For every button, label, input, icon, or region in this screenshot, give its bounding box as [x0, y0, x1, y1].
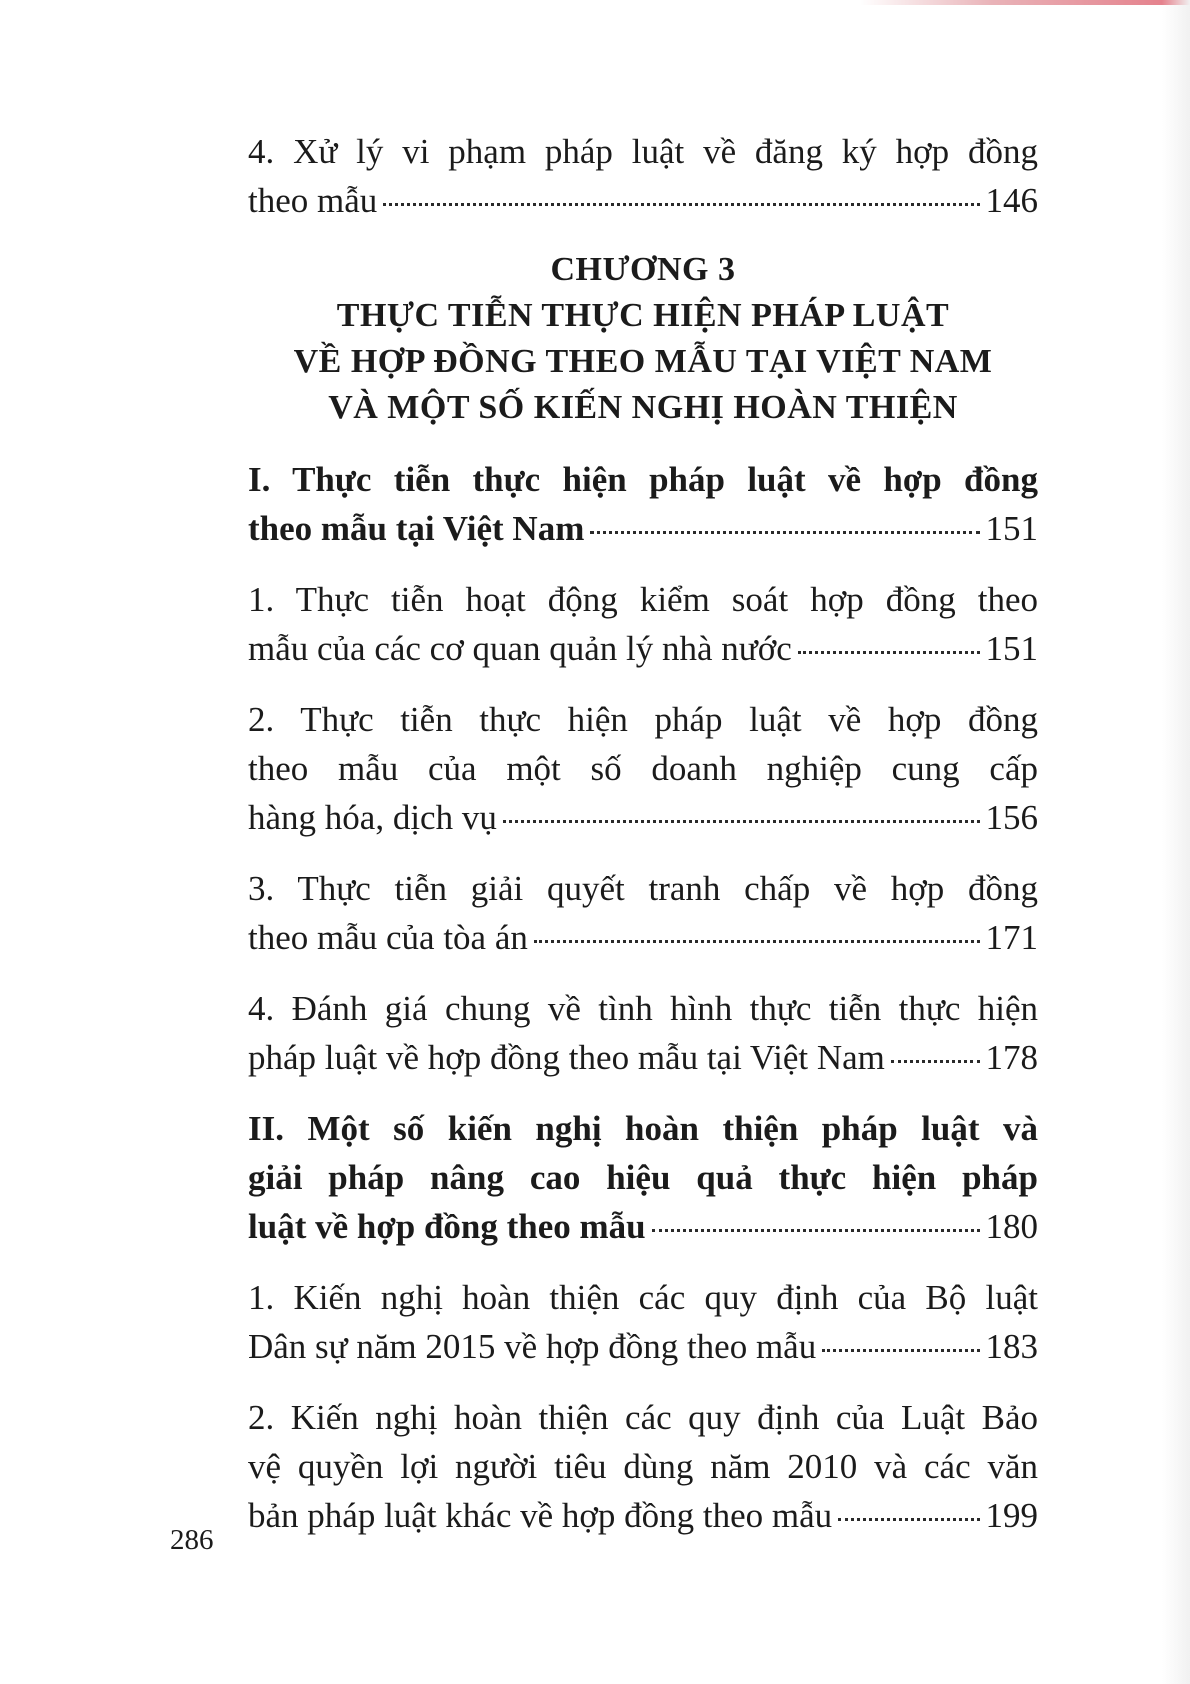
dot-leader	[383, 203, 979, 206]
toc-entry	[248, 695, 1038, 842]
chapter-heading	[248, 247, 1038, 431]
toc-entry-last-line	[248, 1033, 1038, 1082]
toc-entry-text: theo mẫu của tòa án	[248, 918, 528, 957]
table-of-contents	[248, 127, 1038, 1562]
toc-entry-last-line	[248, 176, 1038, 225]
page-edge-shadow	[1162, 0, 1190, 1684]
toc-entry-text: vệ quyền lợi người tiêu dùng năm 2010 và các văn	[248, 1447, 1038, 1486]
toc-page-number: 151	[985, 509, 1038, 548]
toc-entry-last-line	[248, 1491, 1038, 1540]
page-number: 286	[170, 1524, 214, 1556]
chapter-number: CHƯƠNG 3	[550, 251, 736, 288]
toc-entry-text: theo mẫu tại Việt Nam	[248, 509, 585, 548]
toc-page-number: 178	[985, 1038, 1038, 1077]
dot-leader	[652, 1229, 980, 1232]
toc-entry-text: 2. Kiến nghị hoàn thiện các quy định của Luật Bảo	[248, 1398, 1038, 1437]
toc-entry-text: giải pháp nâng cao hiệu quả thực hiện pháp	[248, 1158, 1038, 1197]
toc-entry	[248, 575, 1038, 673]
dot-leader	[503, 820, 980, 823]
toc-entry-text: theo mẫu	[248, 181, 378, 220]
dot-leader	[822, 1349, 979, 1352]
toc-page-number: 171	[985, 918, 1038, 957]
chapter-title-line: VỀ HỢP ĐỒNG THEO MẪU TẠI VIỆT NAM	[293, 343, 993, 380]
toc-entry-text: 1. Kiến nghị hoàn thiện các quy định của Bộ luật	[248, 1278, 1038, 1317]
toc-entry-last-line	[248, 624, 1038, 673]
toc-entry-text: hàng hóa, dịch vụ	[248, 798, 497, 837]
toc-entry-text: luật về hợp đồng theo mẫu	[248, 1207, 646, 1246]
toc-page-number: 156	[985, 798, 1038, 837]
chapter-title-line: THỰC TIỄN THỰC HIỆN PHÁP LUẬT	[336, 297, 950, 334]
toc-entry-text: 3. Thực tiễn giải quyết tranh chấp về hợp đồng	[248, 869, 1038, 908]
toc-entry-last-line	[248, 913, 1038, 962]
toc-entry-text: Dân sự năm 2015 về hợp đồng theo mẫu	[248, 1327, 817, 1366]
toc-entry	[248, 1273, 1038, 1371]
dot-leader	[534, 940, 980, 943]
toc-entry-text: theo mẫu của một số doanh nghiệp cung cấp	[248, 749, 1038, 788]
toc-entry-text: pháp luật về hợp đồng theo mẫu tại Việt Nam	[248, 1038, 885, 1077]
toc-page-number: 180	[985, 1207, 1038, 1246]
toc-page-number: 151	[985, 629, 1038, 668]
toc-entry-section	[248, 455, 1038, 553]
toc-entry-text: 1. Thực tiễn hoạt động kiểm soát hợp đồng theo	[248, 580, 1038, 619]
toc-page-number: 183	[985, 1327, 1038, 1366]
dot-leader	[891, 1060, 980, 1063]
toc-entry-last-line	[248, 1202, 1038, 1251]
toc-entry-text: 4. Xử lý vi phạm pháp luật về đăng ký hợp đồng	[248, 132, 1038, 171]
dot-leader	[838, 1518, 979, 1521]
dot-leader	[590, 531, 979, 534]
toc-entry-last-line	[248, 793, 1038, 842]
toc-entry-text: 4. Đánh giá chung về tình hình thực tiễn thực hiện	[248, 989, 1038, 1028]
toc-entry	[248, 127, 1038, 225]
toc-entry	[248, 864, 1038, 962]
toc-entry-text: II. Một số kiến nghị hoàn thiện pháp luật và	[248, 1109, 1038, 1148]
toc-entry-text: 2. Thực tiễn thực hiện pháp luật về hợp đồng	[248, 700, 1038, 739]
toc-entry	[248, 1393, 1038, 1540]
toc-page-number: 146	[985, 181, 1038, 220]
page-edge-top	[860, 0, 1190, 5]
toc-entry-last-line	[248, 1322, 1038, 1371]
toc-entry-text: mẫu của các cơ quan quản lý nhà nước	[248, 629, 792, 668]
toc-entry	[248, 984, 1038, 1082]
toc-entry-section	[248, 1104, 1038, 1251]
dot-leader	[798, 651, 980, 654]
toc-entry-text: I. Thực tiễn thực hiện pháp luật về hợp đồng	[248, 460, 1038, 499]
toc-page-number: 199	[985, 1496, 1038, 1535]
toc-entry-last-line	[248, 504, 1038, 553]
toc-entry-text: bản pháp luật khác về hợp đồng theo mẫu	[248, 1496, 833, 1535]
chapter-title-line: VÀ MỘT SỐ KIẾN NGHỊ HOÀN THIỆN	[328, 389, 958, 426]
